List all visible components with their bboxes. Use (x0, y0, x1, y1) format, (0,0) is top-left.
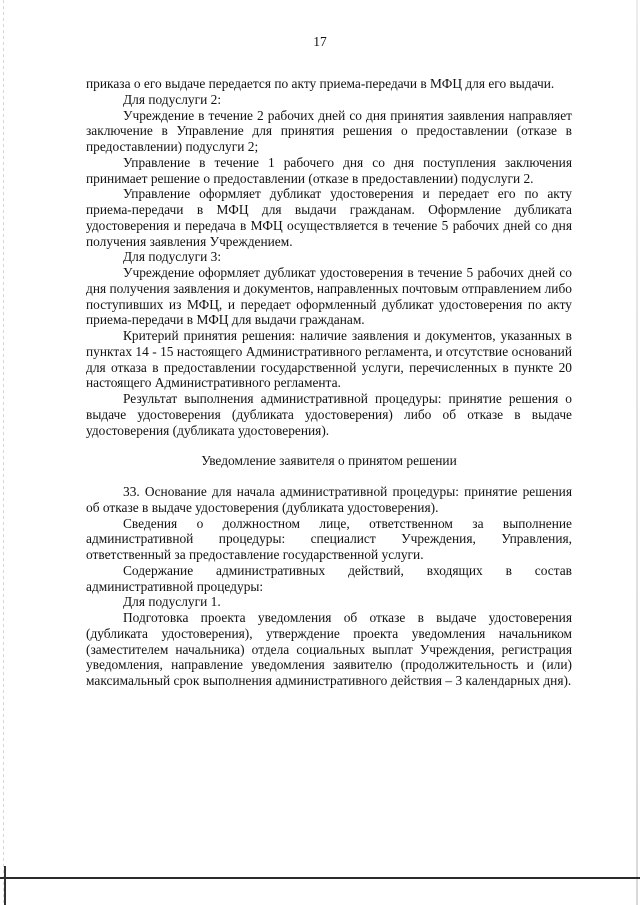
paragraph-department-duplicate: Управление оформляет дубликат удостоверения и передает его по акту приема-передачи в МФЦ для выдачи гражданам. Оформление дубликата удостоверения и передача в МФЦ осуществляется в течение 5 рабочих дней со дня получения заявления Учреждением. (86, 186, 572, 249)
paragraph-subservice-3-label: Для подуслуги 3: (123, 249, 222, 265)
paragraph-institution-duplicate: Учреждение оформляет дубликат удостоверения в течение 5 рабочих дней со дня получения заявления и документов, направленных почтовым отправлением либо поступивших из МФЦ, и передает оформленный дубликат удостоверения по акту приема-передачи в МФЦ для выдачи гражданам. (86, 265, 572, 328)
document-body (86, 76, 572, 689)
paragraph-responsible-official: Сведения о должностном лице, ответственном за выполнение административной процедуры: специалист Учреждения, Управления, ответственный за предоставление государственной услуги. (86, 515, 572, 562)
bottom-divider (0, 877, 640, 879)
section-heading: Уведомление заявителя о принятом решении (201, 453, 457, 469)
paragraph-33-basis: 33. Основание для начала административной процедуры: принятие решения об отказе в выдаче удостоверения (дубликата удостоверения). (86, 484, 572, 515)
paragraph-actions-content: Содержание административных действий, входящих в состав административной процедуры: (86, 562, 572, 594)
paragraph-notification-preparation: Подготовка проекта уведомления об отказе в выдаче удостоверения (дубликата удостоверения), утверждение проекта уведомления начальником (заместителем начальника) отдела социальных выплат Учреждения, регистрация уведомления, направление уведомления заявителю (продолжительность и (или) максимальный срок выполнения административного действия – 3 календарных дня). (86, 610, 572, 688)
paragraph-continuation: приказа о его выдаче передается по акту приема-передачи в МФЦ для его выдачи. (86, 76, 555, 91)
paragraph-decision-criterion: Критерий принятия решения: наличие заявления и документов, указанных в пунктах 14 - 15 настоящего Административного регламента, и отсутствие оснований для отказа в предоставлении государственной услуги, перечисленных в пункте 20 настоящего Административного регламента. (86, 328, 572, 391)
scan-edge-left (3, 0, 4, 905)
page-number: 17 (313, 34, 327, 49)
paragraph-department-decision: Управление в течение 1 рабочего дня со дня поступления заключения принимает решение о предоставлении (отказе в предоставлении) подуслуги 2. (86, 154, 572, 186)
scan-edge-right (636, 0, 638, 905)
paragraph-procedure-result: Результат выполнения административной процедуры: принятие решения о выдаче удостоверения (дубликата удостоверения) либо об отказе в выдаче удостоверения (дубликата удостоверения). (86, 391, 572, 438)
paragraph-subservice-2-label: Для подуслуги 2: (123, 91, 222, 107)
paragraph-subservice-1-label: Для подуслуги 1. (123, 594, 221, 610)
paragraph-institution-conclusion: Учреждение в течение 2 рабочих дней со дня принятия заявления направляет заключение в Управление для принятия решения о предоставлении (отказе в предоставлении) подуслуги 2; (86, 107, 572, 154)
scan-binding-mark (4, 866, 6, 905)
